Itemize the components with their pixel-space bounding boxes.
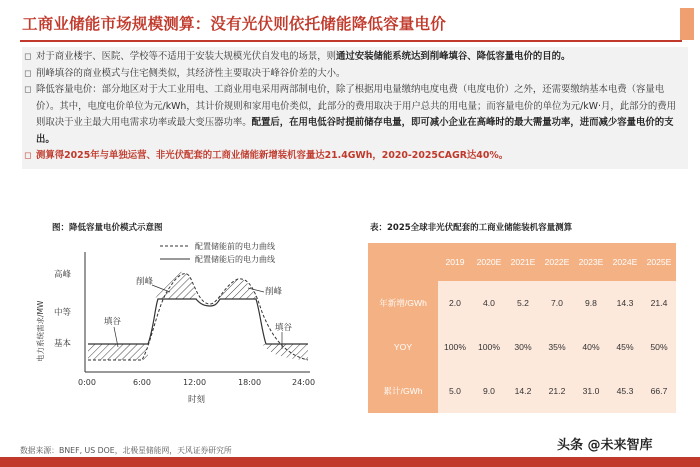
y-tick-label: 高峰 <box>54 270 72 280</box>
table-cell: 7.0 <box>540 281 574 325</box>
table-cell: 66.7 <box>642 369 676 413</box>
bullet-panel <box>22 47 688 169</box>
row-label: YOY <box>368 325 438 369</box>
table-column-header: 2023E <box>574 243 608 281</box>
table-cell: 5.0 <box>438 369 472 413</box>
legend-before: 配置储能前的电力曲线 <box>195 242 275 251</box>
bullet-square-icon: ◻ <box>24 85 32 95</box>
table-cell: 2.0 <box>438 281 472 325</box>
bullet-text: 对于商业楼宇、医院、学校等不适用于安装大规模光伏自发电的场景，则 <box>36 51 337 62</box>
table-cell: 14.3 <box>608 281 642 325</box>
x-tick-label: 18:00 <box>238 378 262 387</box>
valley-fill-area-2 <box>262 344 308 360</box>
demand-curve-diagram <box>30 232 330 412</box>
table-cell: 35% <box>540 325 574 369</box>
table-cell: 30% <box>506 325 540 369</box>
table-cell: 4.0 <box>472 281 506 325</box>
table-cell: 45% <box>608 325 642 369</box>
bullet-bold-text: 通过安装储能系统达到削峰填谷、降低容量电价的目的。 <box>336 51 571 62</box>
annotation-valley-2: 填谷 <box>275 323 293 333</box>
highlight-text: 测算得2025年与单独运营、非光伏配套的工商业储能新增装机容量达21.4GWh，2020-2025CAGR达40%。 <box>36 150 509 161</box>
x-tick-label: 12:00 <box>183 378 207 387</box>
table-column-header: 2022E <box>540 243 574 281</box>
table-column-header: 2024E <box>608 243 642 281</box>
bullet-item <box>22 82 688 148</box>
table-row <box>368 325 676 369</box>
table-cell: 9.8 <box>574 281 608 325</box>
table-row <box>368 281 676 325</box>
capacity-table <box>368 243 676 413</box>
bullet-square-icon: ◻ <box>24 68 32 79</box>
x-tick-label: 6:00 <box>133 378 151 387</box>
table-column-header: 2019 <box>438 243 472 281</box>
footer-bar <box>0 457 700 467</box>
annotation-peak-1: 削峰 <box>136 277 154 287</box>
title-divider <box>20 40 682 42</box>
table-cell: 5.2 <box>506 281 540 325</box>
table-cell: 100% <box>472 325 506 369</box>
table-corner-cell <box>368 243 438 281</box>
table-cell: 31.0 <box>574 369 608 413</box>
bullet-bold-text: 配置后，在用电低谷时提前储存电量，即可减小企业在高峰时的最大需量功率，进而减少容量电价的支出。 <box>36 117 674 145</box>
table-cell: 14.2 <box>506 369 540 413</box>
peak-shave-area-1 <box>155 272 197 299</box>
bullet-square-icon: ◻ <box>24 52 32 62</box>
y-tick-label: 基本 <box>54 339 72 349</box>
table-cell: 40% <box>574 325 608 369</box>
table-cell: 9.0 <box>472 369 506 413</box>
table-title: 表：2025全球非光伏配套的工商业储能装机容量测算 <box>370 223 573 233</box>
table-row <box>368 369 676 413</box>
bullet-text: 降低容量电价：部分地区对于大工业用电、工商业用电采用两部制电价，除了根据用电量缴纳电度电费（电度电价）之外，还需要缴纳基本电费（容量电价）。其中，电度电价单位为元/kWh，其计价规则和家用电价类似，此部分的费用取决于用户总共的用电量；而容量电价的单位为元/kW·月，此部分的费用则取决于业主最大用电需求功率或最大变压器功率。 <box>36 84 676 128</box>
bullet-item <box>22 66 688 83</box>
x-tick-label: 24:00 <box>292 378 316 387</box>
table-column-header: 2021E <box>506 243 540 281</box>
table-column-header: 2025E <box>642 243 676 281</box>
annotation-peak-2: 削峰 <box>265 287 283 297</box>
bullet-item <box>22 49 688 66</box>
bullet-highlight <box>22 148 688 165</box>
table-cell: 45.3 <box>608 369 642 413</box>
y-axis-label: 电力系统需求/MW <box>36 300 45 362</box>
annotation-valley-1: 填谷 <box>104 317 122 327</box>
legend-after: 配置储能后的电力曲线 <box>195 255 275 264</box>
row-label: 年新增/GWh <box>368 281 438 325</box>
x-tick-label: 0:00 <box>78 378 96 387</box>
watermark: 头条 @未来智库 <box>553 432 657 455</box>
source-footnote: 数据来源：BNEF, US DOE，北极星储能网，天风证券研究所 <box>20 446 232 455</box>
x-axis-label: 时刻 <box>188 395 206 405</box>
table-header-row <box>368 243 676 281</box>
row-label: 累计/GWh <box>368 369 438 413</box>
table-cell: 21.4 <box>642 281 676 325</box>
figure-title: 图：降低容量电价模式示意图 <box>52 223 163 233</box>
page-title: 工商业储能市场规模测算：没有光伏则依托储能降低容量电价 <box>22 15 446 33</box>
table-cell: 100% <box>438 325 472 369</box>
bullet-square-icon: ◻ <box>24 151 32 161</box>
table-column-header: 2020E <box>472 243 506 281</box>
bullet-text: 削峰填谷的商业模式与住宅侧类似，其经济性主要取决于峰谷价差的大小。 <box>36 67 346 79</box>
corner-decoration <box>680 8 694 40</box>
table-cell: 21.2 <box>540 369 574 413</box>
y-tick-label: 中等 <box>54 308 72 318</box>
table-cell: 50% <box>642 325 676 369</box>
